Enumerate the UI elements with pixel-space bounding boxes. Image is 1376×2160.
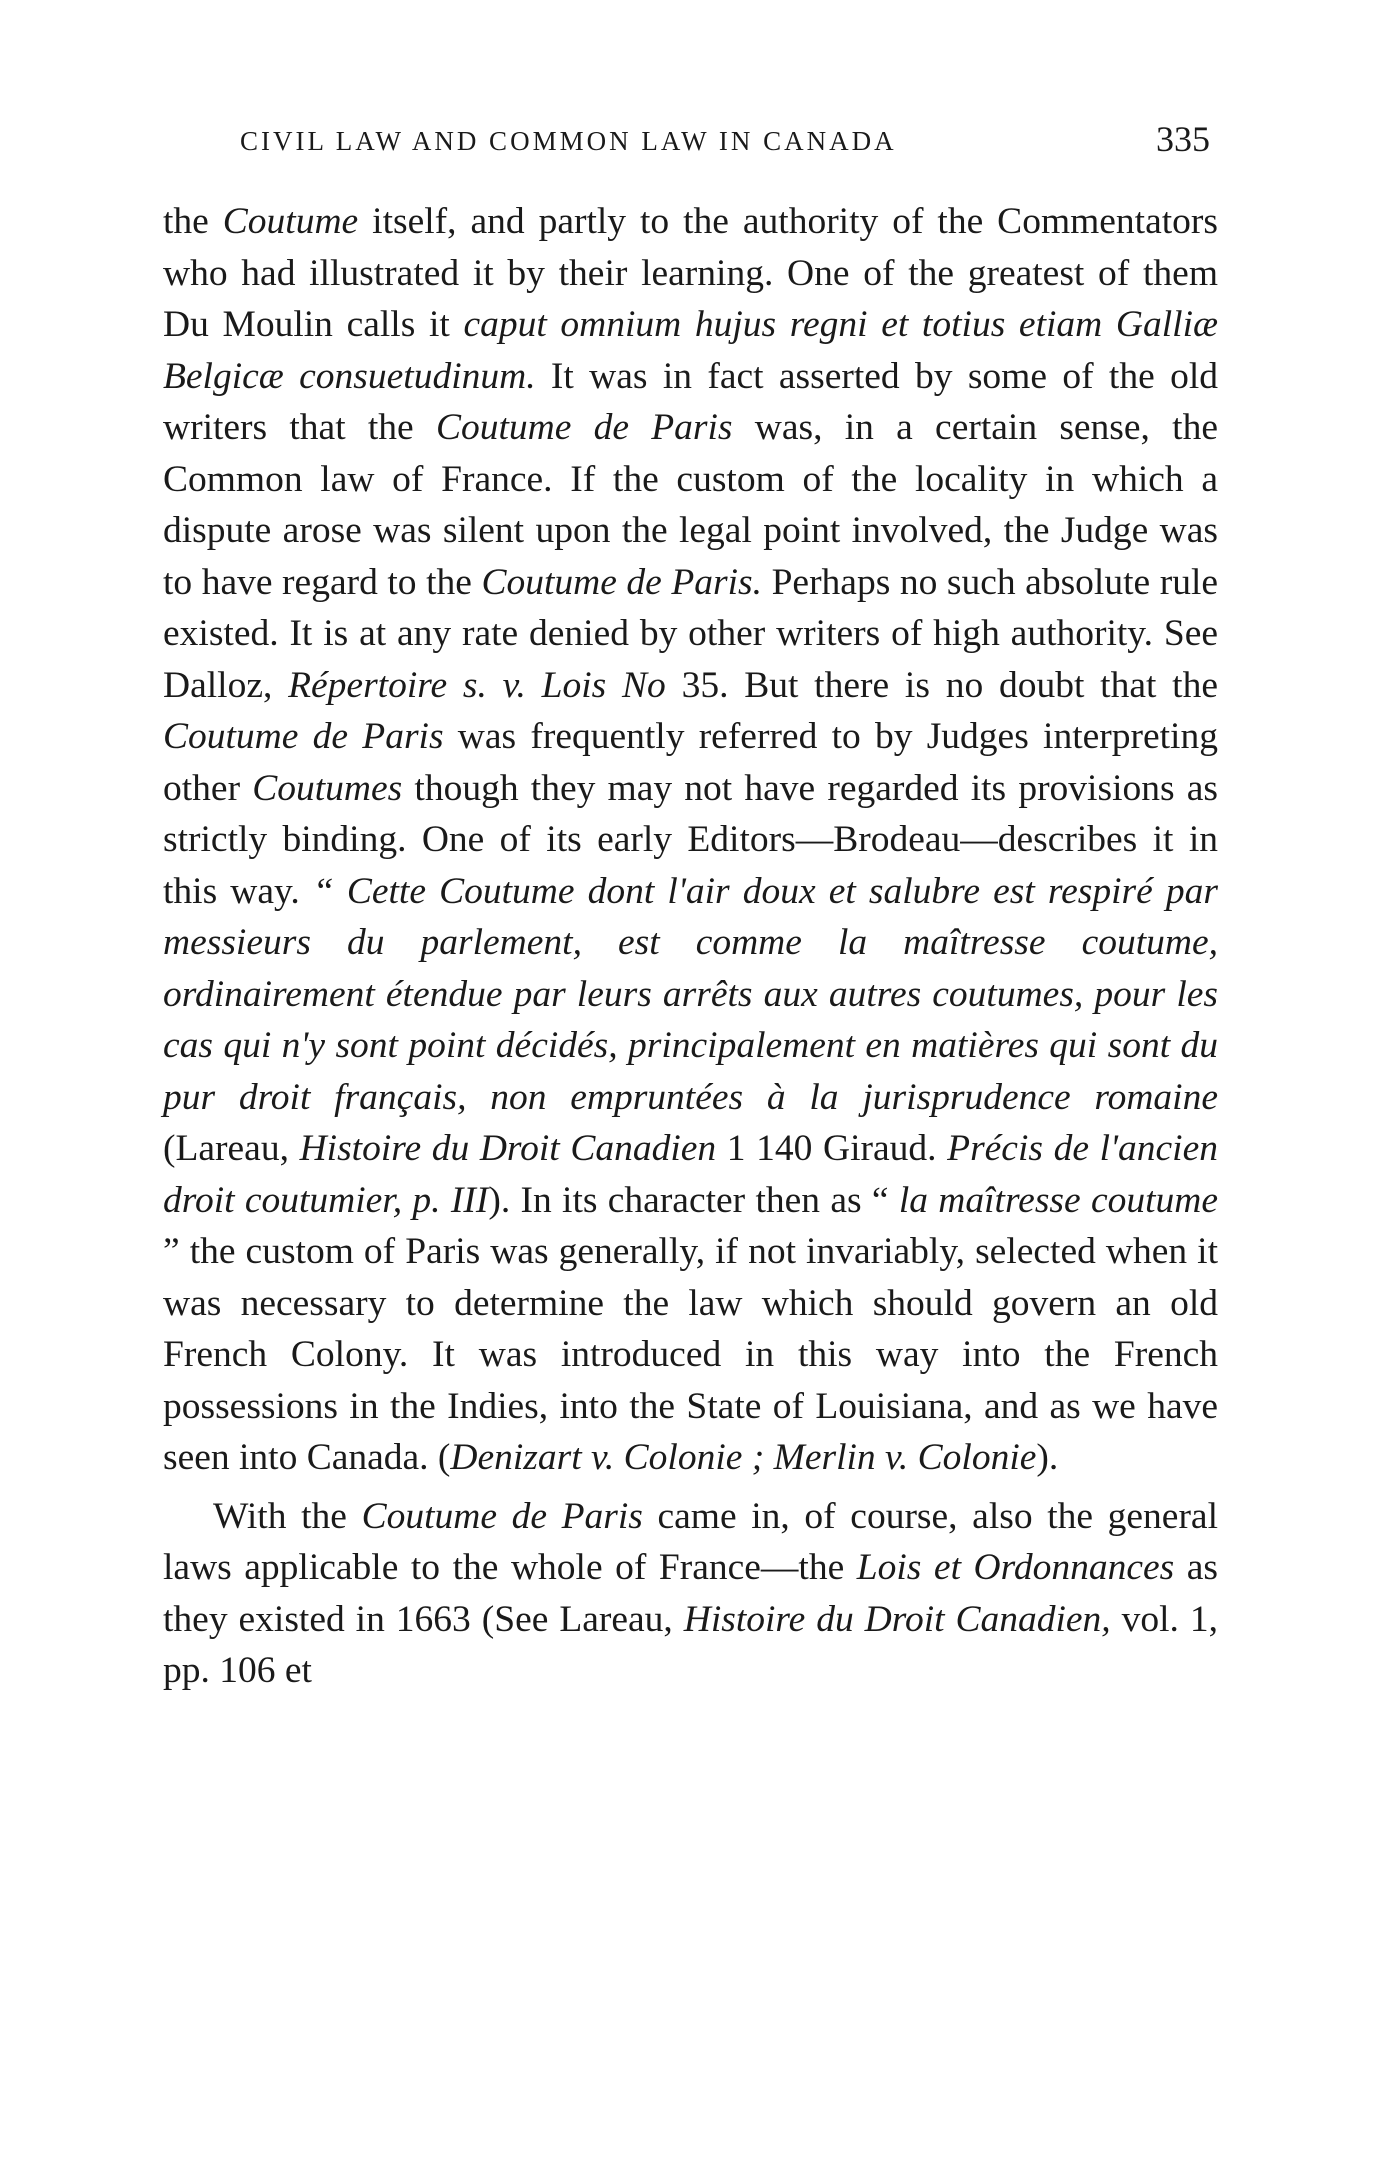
italic-text-run: Coutume de Paris xyxy=(435,407,733,448)
text-run: It was in fact asserted by some of the old writers that the xyxy=(163,355,1218,448)
text-run: 1 140 Giraud. xyxy=(716,1128,948,1169)
text-run: came in, of course, also the general laws applicable to the whole of France—the xyxy=(163,1495,1218,1588)
italic-text-run: Coutume xyxy=(222,201,359,242)
text-run: 35. But there is no doubt that the xyxy=(665,664,1218,706)
text-run: ). In its character then as “ xyxy=(488,1179,899,1221)
italic-text-run: la maîtresse coutume xyxy=(898,1179,1218,1221)
text-run: was frequently referred to by Judges interpreting other xyxy=(163,716,1218,809)
italic-text-run: Denizart v. Colonie ; Merlin v. Colonie xyxy=(450,1437,1037,1478)
text-run: ” the custom of Paris was generally, if not invariably, selected when it was necessary to determine the law which should govern an old French Colony. It was introduced in this way into the French possessions in the Indies, into the State of Louisiana, and as we have seen into Canada. ( xyxy=(163,1231,1218,1478)
italic-text-run: Lois et Ordonnances xyxy=(856,1547,1175,1588)
italic-text-run: Histoire du Droit Canadien xyxy=(299,1128,717,1169)
text-run: though they may not have regarded its provisions as strictly binding. One of its early Editors—Brodeau—describes it in this way. xyxy=(163,767,1219,912)
text-run: ). xyxy=(1036,1437,1059,1478)
italic-text-run: Coutume de Paris. xyxy=(481,561,763,603)
running-head: CIVIL LAW AND COMMON LAW IN CANADA xyxy=(240,126,897,156)
italic-text-run: Coutume de Paris xyxy=(163,716,444,757)
page-number: 335 xyxy=(1156,119,1210,159)
italic-text-run: caput omnium hujus regni et totius etiam Galliæ Belgicæ consuetudinum. xyxy=(163,304,1218,397)
italic-text-run: Coutumes xyxy=(252,767,403,809)
text-run: was, in a certain sense, the Common law of France. If the custom of the locality in which a dispute arose was silent upon the legal point involved, the Judge was to have regard to the xyxy=(163,407,1218,603)
text-run: With the xyxy=(213,1495,362,1537)
text-run: Perhaps no such absolute rule existed. It is at any rate denied by other writers of high authority. See Dalloz, xyxy=(163,561,1219,706)
italic-text-run: Précis de l'ancien droit coutumier, p. III xyxy=(163,1128,1218,1221)
text-run: (Lareau, xyxy=(163,1128,300,1169)
paragraph-2 xyxy=(163,1491,1218,1697)
italic-text-run: “ Cette Coutume dont l'air doux et salubre est respiré par messieurs du parlement, est comme la maîtresse coutume, ordinairement étendue par leurs arrêts aux autres coutumes, pour les cas qui n'y sont point décidés, principalement en matières qui sont du pur droit français, non empruntées à la jurisprudence romaine xyxy=(163,870,1218,1118)
text-run: itself, and partly to the authority of the Commentators who had illustrated it by their learning. One of the greatest of them Du Moulin calls it xyxy=(163,201,1218,345)
paragraph-1 xyxy=(163,196,1218,1484)
text-run: the xyxy=(163,201,223,242)
text-run: as they existed in 1663 (See Lareau, xyxy=(163,1547,1218,1640)
text-run: vol. 1, pp. 106 et xyxy=(163,1598,1219,1691)
body-text xyxy=(163,196,1218,1697)
page-header xyxy=(166,118,1210,168)
italic-text-run: Histoire du Droit Canadien, xyxy=(683,1598,1111,1640)
italic-text-run: Répertoire s. v. Lois No xyxy=(288,664,666,706)
italic-text-run: Coutume de Paris xyxy=(361,1495,643,1537)
